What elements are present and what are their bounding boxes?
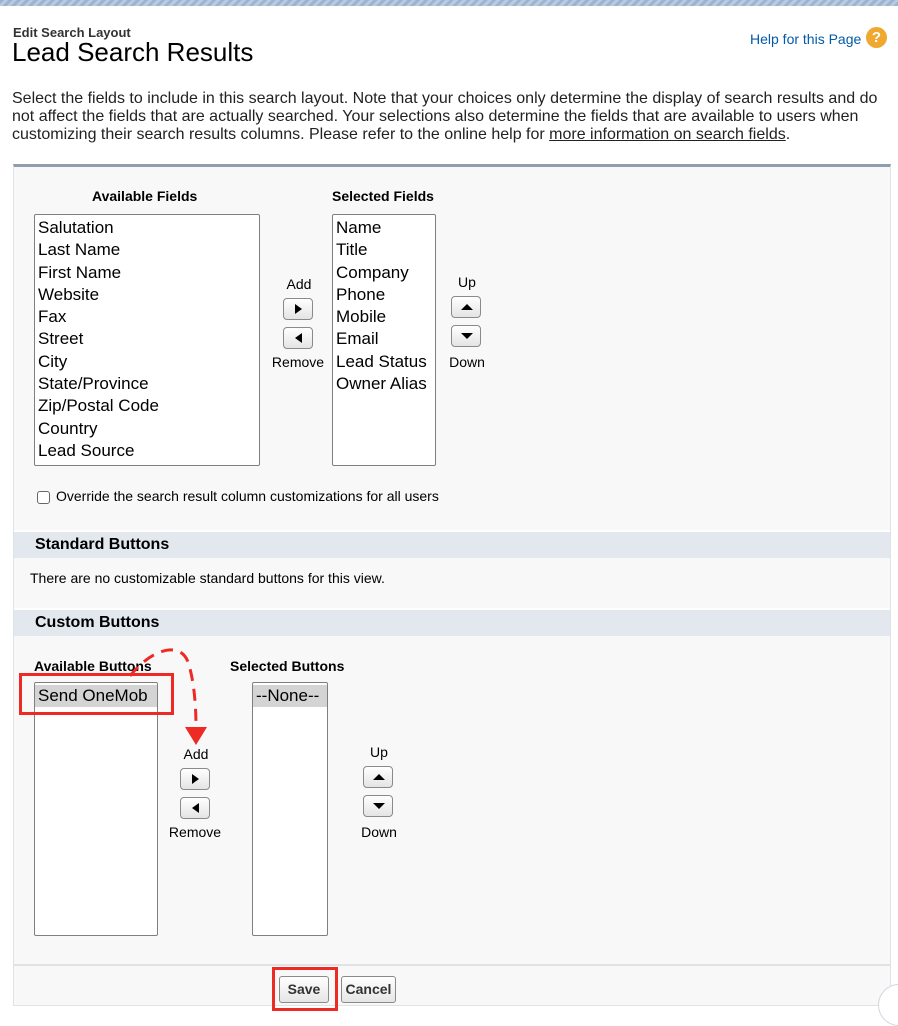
save-highlight-box	[272, 967, 338, 1011]
page-title: Lead Search Results	[12, 37, 254, 67]
selected-fields-label: Selected Fields	[332, 188, 434, 204]
available-field-option[interactable]: City	[38, 351, 68, 371]
up-button-label: Up	[370, 744, 388, 760]
available-field-option[interactable]: Salutation	[38, 218, 114, 237]
available-field-option[interactable]: State/Province	[38, 374, 149, 394]
intro-text: Select the fields to include in this search layout. Note that your choices only determine the display of search results and do not affect the fields that are actually searched. Your selections also determine the fields that are available to users when customizing their search results columns. Please refer to the online help for more information on search fields.	[12, 90, 878, 143]
save-button[interactable]: Save	[279, 976, 329, 1003]
available-field-option[interactable]: Fax	[38, 307, 67, 327]
up-label: Up	[458, 274, 476, 290]
available-field-option[interactable]: Zip/Postal Code	[38, 396, 159, 416]
no-standard-buttons-message: There are no customizable standard buttons for this view.	[30, 570, 385, 586]
selected-field-option[interactable]: Phone	[336, 284, 386, 304]
selected-field-option[interactable]: Mobile	[336, 307, 387, 327]
add-label: Add	[286, 276, 312, 292]
cancel-button[interactable]: Cancel	[341, 976, 396, 1003]
selected-field-option[interactable]: Title	[336, 240, 368, 260]
selected-field-option[interactable]: Email	[336, 329, 379, 349]
down-label: Down	[449, 354, 485, 370]
available-field-option[interactable]: Street	[38, 329, 84, 349]
annotation-arrowhead	[185, 727, 207, 745]
override-label: Override the search result column customizations for all users	[56, 488, 439, 504]
selected-button-option[interactable]: --None--	[253, 685, 327, 707]
standard-buttons-title: Standard Buttons	[35, 536, 170, 553]
available-field-option[interactable]: Website	[38, 284, 100, 304]
selected-buttons-label: Selected Buttons	[230, 658, 345, 674]
remove-button-label: Remove	[168, 824, 222, 840]
down-button-label: Down	[361, 824, 397, 840]
selected-field-option[interactable]: Lead Status	[336, 351, 427, 371]
available-buttons-label: Available Buttons	[34, 658, 152, 674]
selected-field-option[interactable]: Owner Alias	[336, 374, 427, 394]
available-field-option[interactable]: Last Name	[38, 240, 121, 260]
available-field-option[interactable]: Lead Source	[38, 440, 135, 460]
available-button-option[interactable]: Send OneMob	[35, 685, 157, 707]
add-button-label: Add	[183, 746, 209, 762]
custom-buttons-title: Custom Buttons	[35, 614, 160, 631]
search-fields-help-link[interactable]: more information on search fields	[549, 126, 786, 143]
selected-field-option[interactable]: Company	[336, 262, 409, 282]
annotation-dashed-line	[130, 650, 196, 728]
action-bar-divider	[14, 964, 890, 966]
available-field-option[interactable]: First Name	[38, 262, 122, 282]
selected-field-option[interactable]: Name	[336, 218, 382, 237]
page-subtitle: Edit Search Layout	[13, 25, 131, 40]
help-link[interactable]: Help for this Page	[750, 31, 862, 47]
help-icon[interactable]: ?	[866, 27, 887, 48]
available-field-option[interactable]: Country	[38, 418, 98, 438]
available-fields-label: Available Fields	[92, 188, 198, 204]
remove-label: Remove	[271, 354, 325, 370]
